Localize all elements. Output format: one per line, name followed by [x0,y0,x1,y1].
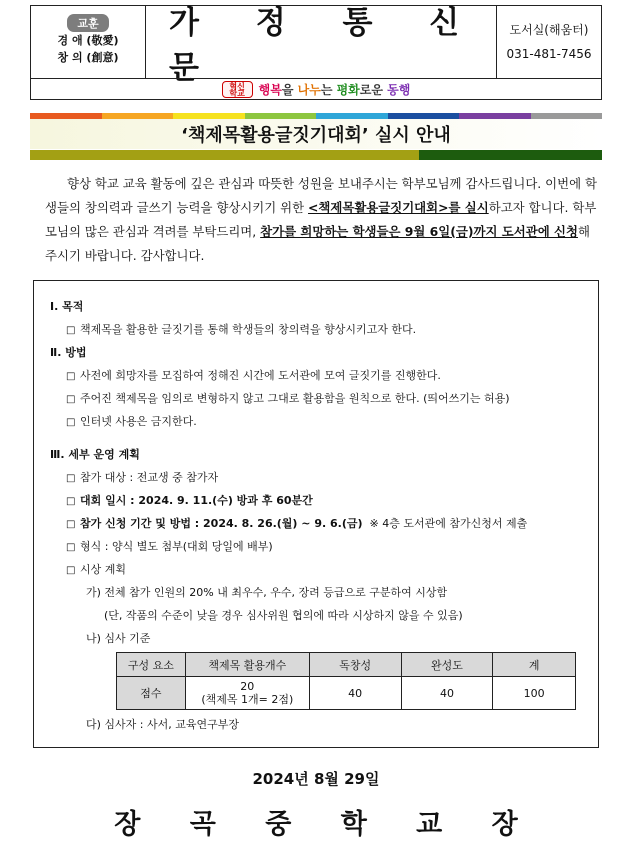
intro-highlight: 참가를 희망하는 학생들은 9월 6일(금)까지 도서관에 신청 [260,224,578,239]
list-item: □ 참가 대상 : 전교생 중 참가자 [50,466,590,489]
table-header: 완성도 [401,653,493,677]
issue-date: 2024년 8월 29일 [252,770,380,788]
contact-dept: 도서실(해움터) [509,23,589,37]
table-header: 구성 요소 [117,653,186,677]
award-note: (단, 작품의 수준이 낮을 경우 심사위원 협의에 따라 시상하지 않을 수 있음) [104,609,463,622]
motto-line: 경 애 (敬愛) [57,34,119,47]
list-item: □ 책제목을 활용한 글짓기를 통해 학생들의 창의력을 향상시키고자 한다. [50,318,590,341]
list-item: □ 주어진 책제목을 임의로 변형하지 않고 그대로 활용함을 원칙으로 한다. (띄어쓰기는 허용) [50,387,590,410]
award-line: 나) 심사 기준 [86,632,151,645]
table-cell: 40 [401,677,493,710]
school-slogan [31,78,601,99]
list-item: □ 대회 일시 : 2024. 9. 11.(수) 방과 후 60분간 [50,489,590,512]
decorative-divider [30,150,602,160]
school-motto [31,6,146,78]
contact-phone: 031-481-7456 [506,47,592,61]
slogan-text: 행복을 나누는 평화로운 동행 [258,82,411,97]
table-header: 책제목 활용개수 [185,653,309,677]
list-item: □ 사전에 희망자를 모집하여 정해진 시간에 도서관에 모여 글짓기를 진행한다. [50,364,590,387]
award-line: 다) 심사자 : 사서, 교육연구부장 [86,718,239,731]
page-title: 가 정 통 신 문 [169,5,483,86]
table-cell: 점수 [117,677,186,710]
letter-header [30,5,602,100]
list-item: □ 형식 : 양식 별도 첨부(대회 당일에 배부) [50,535,590,558]
table-cell: 40 [309,677,401,710]
intro-paragraph: 향상 학교 교육 활동에 깊은 관심과 따뜻한 성원을 보내주시는 학부모님께 감사드립니다. 이번에 학생들의 창의력과 글쓰기 능력을 향상시키기 위한 <책제목활용글짓기대회>를 실시하고자 합니다. 학부모님의 많은 관심과 격려를 부탁드리며, 참가를 희망하는 학생들은 9월 6일(금)까지 도서관에 신청해 주시기 바랍니다. 감사합니다. [45,176,597,263]
award-line: 가) 전체 참가 인원의 20% 내 최우수, 우수, 장려 등급으로 구분하여 시상함 [86,586,448,599]
criteria-table [116,652,576,710]
intro-highlight: <책제목활용글짓기대회>를 실시 [308,200,489,215]
table-header: 독창성 [309,653,401,677]
apply-note: ※ 4층 도서관에 참가신청서 제출 [369,517,528,530]
section-title: Ⅰ. 목적 [50,300,84,313]
contact-info [496,6,601,78]
details-box [33,280,599,748]
principal-signature: 장 곡 중 학 교 장 [114,809,538,840]
section-title: Ⅱ. 방법 [50,346,87,359]
table-row [117,677,576,710]
section-title: Ⅲ. 세부 운영 계획 [50,448,140,461]
list-item: □ 참가 신청 기간 및 방법 : 2024. 8. 26.(월) ~ 9. 6.(금) ※ 4층 도서관에 참가신청서 제출 [50,512,590,535]
list-item: □ 시상 계획 [50,558,590,581]
innovation-school-logo-icon: 혁신 학교 [222,81,253,98]
motto-line: 창 의 (創意) [57,51,119,64]
table-header: 계 [493,653,576,677]
table-cell: 20 (책제목 1개= 2점) [185,677,309,710]
notice-title: ‘책제목활용글짓기대회’ 실시 안내 [30,119,602,149]
table-cell: 100 [493,677,576,710]
table-header-row [117,653,576,677]
list-item: □ 인터넷 사용은 금지한다. [50,410,590,433]
motto-badge: 교훈 [67,14,108,32]
